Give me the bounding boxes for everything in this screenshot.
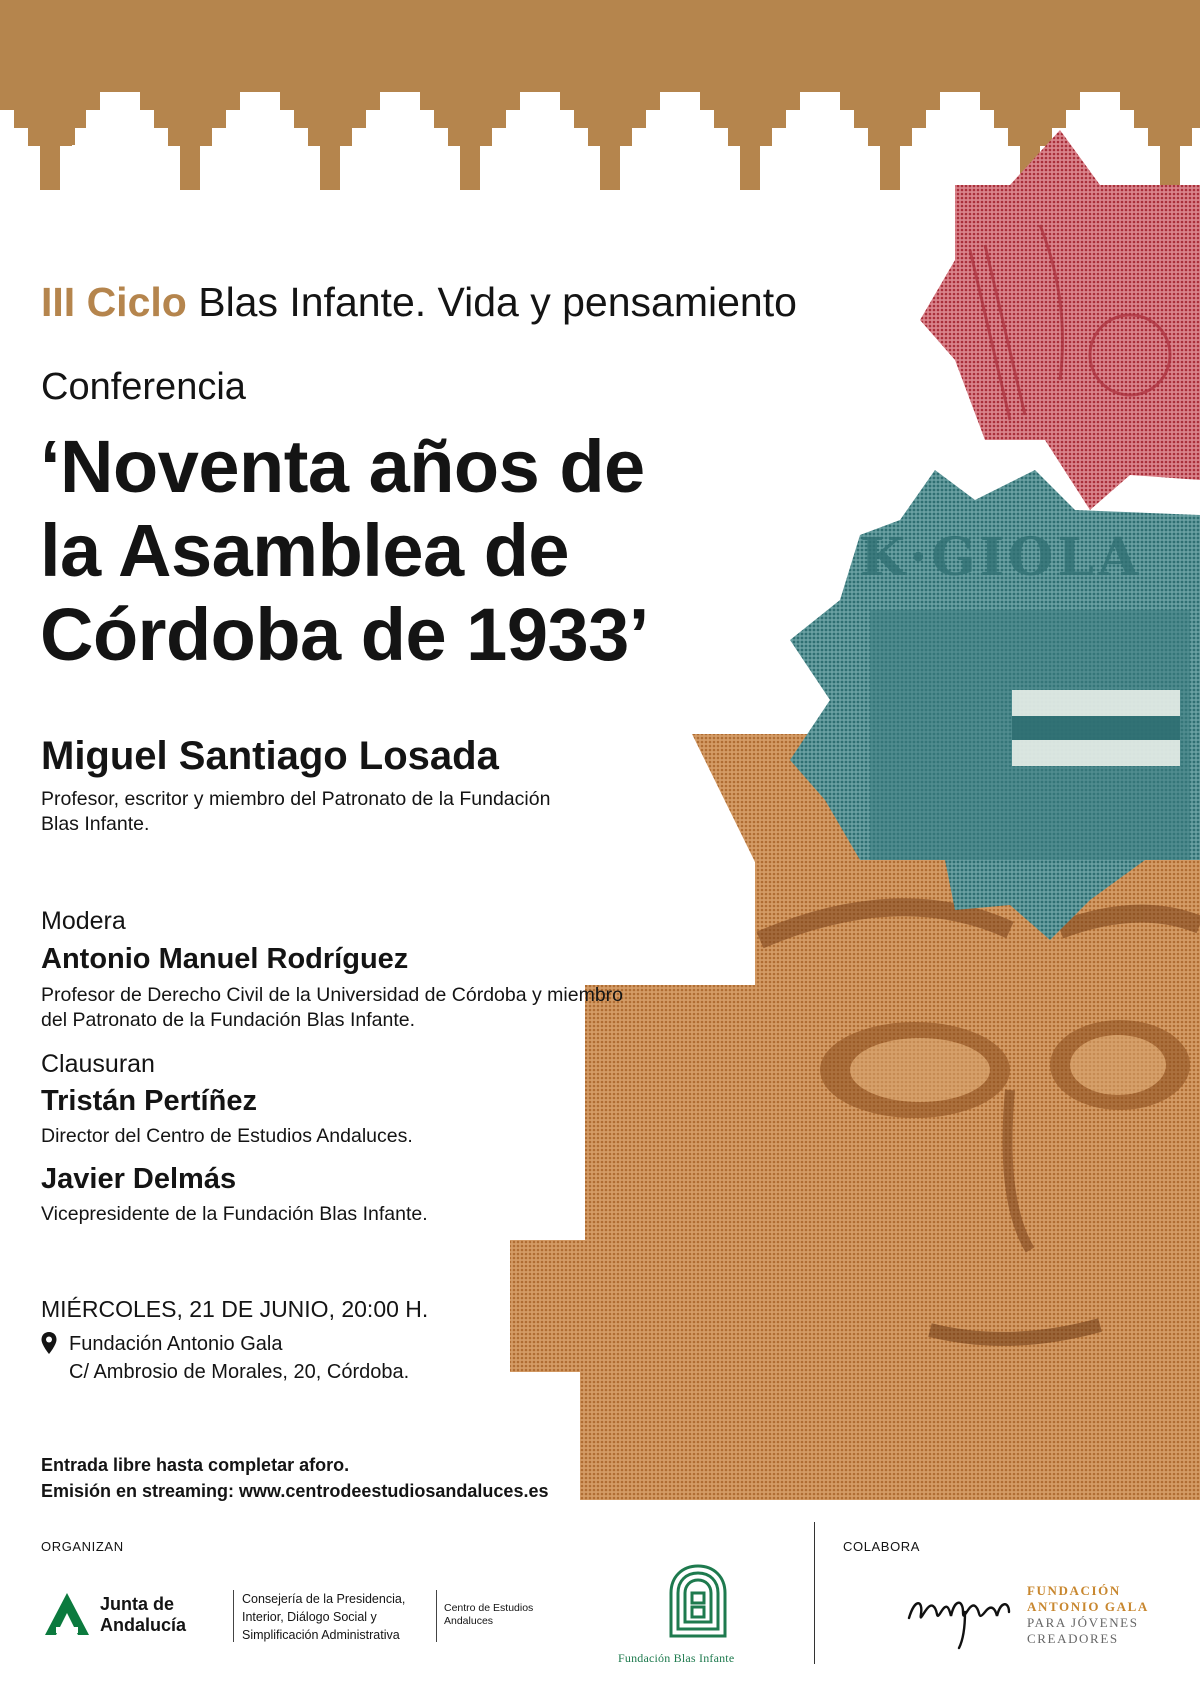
event-date: MIÉRCOLES, 21 DE JUNIO, 20:00 H. xyxy=(41,1296,429,1322)
conference-label: Conferencia xyxy=(41,366,246,408)
entry-note: Entrada libre hasta completar aforo. xyxy=(41,1455,350,1475)
fundacion-blas-infante-name: Fundación Blas Infante xyxy=(618,1651,735,1665)
fag-line: FUNDACIÓN xyxy=(1027,1583,1121,1598)
main-title-line: ‘Noventa años de xyxy=(40,425,645,508)
fundacion-blas-infante-logo xyxy=(666,1563,730,1639)
red-star xyxy=(920,130,1200,510)
closing-person-name: Tristán Pertíñez xyxy=(41,1085,257,1117)
consejeria-name: Consejería de la Presidencia, Interior, Diálogo Social y Simplificación Administrativa xyxy=(242,1592,406,1642)
main-title xyxy=(40,425,800,677)
centro-estudios-name: Centro de Estudios Andaluces xyxy=(444,1602,534,1627)
venue-address: C/ Ambrosio de Morales, 20, Córdoba. xyxy=(69,1361,410,1383)
divider xyxy=(436,1590,437,1642)
main-title-line: la Asamblea de xyxy=(40,509,570,592)
junta-andalucia-name: Junta de Andalucía xyxy=(100,1594,187,1635)
closing-person-role: Vicepresidente de la Fundación Blas Infante. xyxy=(41,1203,428,1225)
stream-link[interactable]: Emisión en streaming: www.centrodeestudiosandaluces.es xyxy=(41,1481,549,1501)
moderator-name: Antonio Manuel Rodríguez xyxy=(41,943,409,975)
map-pin-icon xyxy=(40,1331,58,1355)
venue-name: Fundación Antonio Gala xyxy=(69,1333,283,1355)
cycle-prefix: III Ciclo xyxy=(41,279,187,325)
main-title-line: Córdoba de 1933’ xyxy=(40,593,649,676)
speaker-name: Miguel Santiago Losada xyxy=(41,734,499,778)
speaker-role: Profesor, escritor y miembro del Patronato de la Fundación Blas Infante. xyxy=(41,788,551,835)
organizers-label: ORGANIZAN xyxy=(41,1539,124,1554)
flag-graphic xyxy=(1012,690,1180,766)
fag-line: PARA JÓVENES xyxy=(1027,1615,1139,1630)
closing-person-name: Javier Delmás xyxy=(41,1163,237,1195)
moderator-role: Profesor de Derecho Civil de la Universidad de Córdoba y miembro del Patronato de la Fundación Blas Infante. xyxy=(41,984,624,1031)
junta-andalucia-logo xyxy=(42,1591,92,1637)
divider xyxy=(233,1590,234,1642)
fag-line: ANTONIO GALA xyxy=(1027,1599,1149,1614)
footer-divider xyxy=(814,1522,815,1664)
fundacion-antonio-gala-name xyxy=(1027,1583,1197,1647)
antonio-gala-signature xyxy=(905,1578,1017,1652)
svg-text:K·GIOLA: K·GIOLA xyxy=(860,527,1143,588)
collaborator-label: COLABORA xyxy=(843,1539,921,1554)
cycle-name: Blas Infante. Vida y pensamiento xyxy=(198,279,797,325)
closing-person-role: Director del Centro de Estudios Andaluces. xyxy=(41,1125,413,1147)
fag-line: CREADORES xyxy=(1027,1631,1119,1646)
cycle-title xyxy=(41,279,797,326)
closing-label: Clausuran xyxy=(41,1050,155,1078)
moderator-label: Modera xyxy=(41,907,126,935)
